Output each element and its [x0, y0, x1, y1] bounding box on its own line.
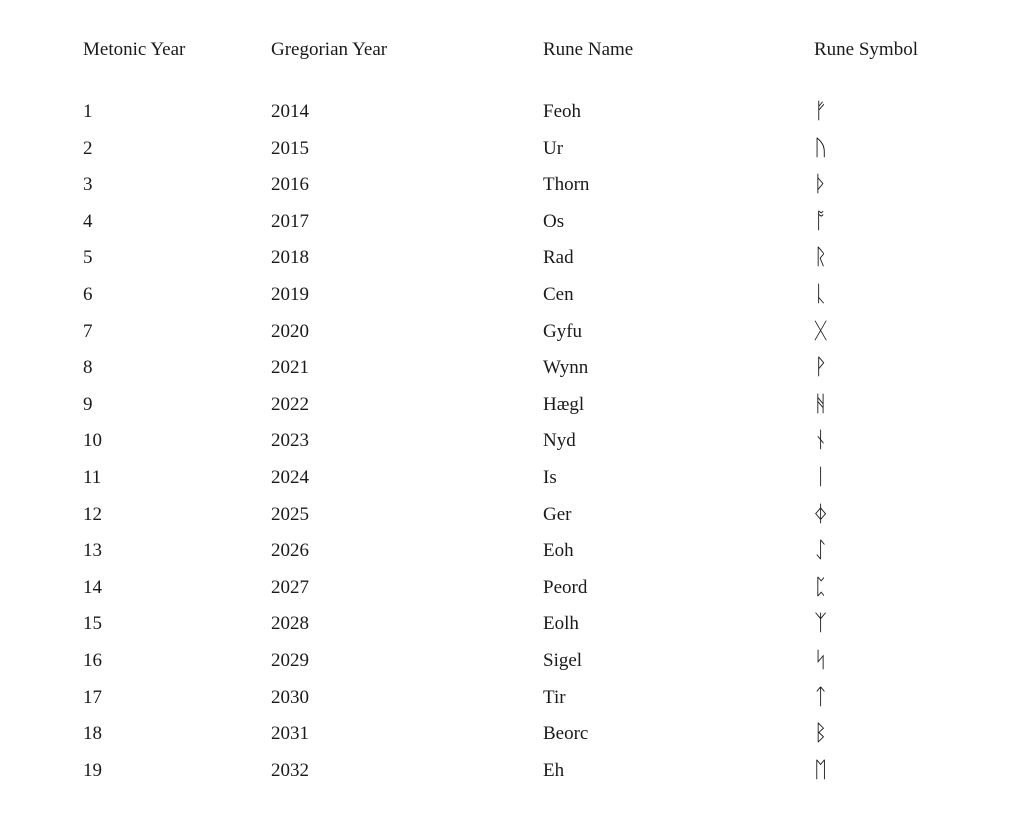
metonic-year-cell: 9: [83, 393, 93, 415]
metonic-year-cell: 12: [83, 503, 102, 525]
gregorian-year-cell: 2022: [271, 393, 309, 415]
gregorian-year-cell: 2029: [271, 650, 309, 671]
metonic-year-cell: 3: [83, 174, 93, 196]
rune-symbol-cell: ᚩ: [814, 208, 828, 234]
metonic-year-cell: 11: [83, 467, 102, 488]
gregorian-year-cell: 2032: [271, 759, 309, 781]
gregorian-year-cell: 2024: [271, 467, 309, 488]
table-row: [0, 610, 1024, 640]
metonic-year-cell: 2: [83, 137, 93, 159]
metonic-year-cell: 14: [83, 576, 102, 598]
gregorian-year-cell: 2021: [271, 357, 309, 379]
table-row: [0, 135, 1024, 165]
rune-symbol-cell: ᚳ: [814, 282, 828, 307]
table-row: [0, 501, 1024, 531]
metonic-year-cell: 5: [83, 247, 93, 269]
rune-name-cell: Beorc: [543, 723, 589, 745]
rune-name-cell: Eoh: [543, 540, 574, 562]
rune-symbol-cell: ᛖ: [814, 757, 828, 783]
gregorian-year-cell: 2015: [271, 137, 309, 159]
metonic-year-cell: 1: [83, 101, 93, 122]
rune-name-cell: Is: [543, 467, 557, 488]
rune-name-cell: Peord: [543, 576, 588, 598]
rune-name-cell: Feoh: [543, 101, 581, 122]
rune-name-cell: Sigel: [543, 650, 583, 671]
metonic-year-cell: 17: [83, 686, 102, 708]
metonic-year-cell: 13: [83, 540, 102, 562]
rune-symbol-cell: ᛏ: [814, 684, 828, 710]
table-row: [0, 171, 1024, 201]
rune-symbol-cell: ᛁ: [814, 465, 828, 490]
metonic-year-cell: 7: [83, 320, 93, 342]
table-row: [0, 98, 1024, 128]
table-row: [0, 354, 1024, 384]
rune-name-cell: Gyfu: [543, 320, 583, 342]
rune-symbol-cell: ᚾ: [814, 428, 828, 454]
gregorian-year-cell: 2023: [271, 430, 309, 452]
table-row: [0, 574, 1024, 604]
metonic-year-cell: 10: [83, 430, 102, 452]
table-row: [0, 391, 1024, 421]
rune-name-cell: Eolh: [543, 613, 579, 635]
table-row: [0, 208, 1024, 238]
metonic-year-cell: 6: [83, 284, 93, 305]
header-gregorian-year: Gregorian Year: [271, 39, 388, 60]
rune-symbol-cell: ᚱ: [814, 245, 828, 271]
gregorian-year-cell: 2030: [271, 686, 309, 708]
rune-symbol-cell: ᚠ: [814, 99, 828, 124]
rune-name-cell: Eh: [543, 759, 565, 781]
metonic-year-cell: 16: [83, 650, 102, 671]
rune-name-cell: Thorn: [543, 174, 590, 196]
header-rune-name: Rune Name: [543, 39, 634, 60]
table-row: [0, 720, 1024, 750]
rune-name-cell: Wynn: [543, 357, 589, 379]
gregorian-year-cell: 2028: [271, 613, 309, 635]
gregorian-year-cell: 2027: [271, 576, 309, 598]
rune-symbol-cell: ᛇ: [814, 538, 828, 564]
rune-name-cell: Os: [543, 210, 565, 232]
header-rune-symbol: Rune Symbol: [814, 39, 918, 60]
rune-name-cell: Nyd: [543, 430, 576, 452]
table-row: [0, 427, 1024, 457]
rune-symbol-cell: ᚻ: [814, 391, 828, 417]
rune-symbol-cell: ᚷ: [814, 318, 828, 344]
metonic-year-cell: 4: [83, 210, 93, 232]
rune-symbol-cell: ᚦ: [814, 172, 828, 198]
gregorian-year-cell: 2031: [271, 723, 309, 745]
gregorian-year-cell: 2016: [271, 174, 309, 196]
metonic-year-cell: 18: [83, 723, 102, 745]
rune-name-cell: Cen: [543, 284, 574, 305]
table-row: [0, 281, 1024, 311]
gregorian-year-cell: 2018: [271, 247, 309, 269]
rune-name-cell: Rad: [543, 247, 574, 269]
rune-symbol-cell: ᛒ: [814, 721, 828, 747]
rune-name-cell: Ur: [543, 137, 564, 159]
rune-name-cell: Ger: [543, 503, 572, 525]
table-row: [0, 684, 1024, 714]
header-metonic-year: Metonic Year: [83, 39, 186, 60]
metonic-year-cell: 8: [83, 357, 93, 379]
gregorian-year-cell: 2014: [271, 101, 309, 122]
rune-symbol-cell: ᛈ: [814, 574, 828, 600]
rune-name-cell: Hægl: [543, 393, 585, 415]
table-row: [0, 244, 1024, 274]
table-header-row: [0, 36, 1024, 66]
rune-name-cell: Tir: [543, 686, 566, 708]
gregorian-year-cell: 2017: [271, 210, 309, 232]
gregorian-year-cell: 2025: [271, 503, 309, 525]
table-row: [0, 647, 1024, 677]
rune-symbol-cell: ᛉ: [814, 611, 828, 637]
table-row: [0, 464, 1024, 494]
rune-symbol-cell: ᚹ: [814, 355, 828, 381]
table-row: [0, 757, 1024, 787]
rune-symbol-cell: ᚢ: [814, 135, 828, 161]
table-row: [0, 318, 1024, 348]
metonic-year-cell: 19: [83, 759, 102, 781]
metonic-year-cell: 15: [83, 613, 102, 635]
gregorian-year-cell: 2019: [271, 284, 309, 305]
rune-symbol-cell: ᛋ: [814, 648, 828, 673]
table-row: [0, 537, 1024, 567]
rune-symbol-cell: ᛄ: [814, 501, 828, 527]
gregorian-year-cell: 2020: [271, 320, 309, 342]
gregorian-year-cell: 2026: [271, 540, 309, 562]
